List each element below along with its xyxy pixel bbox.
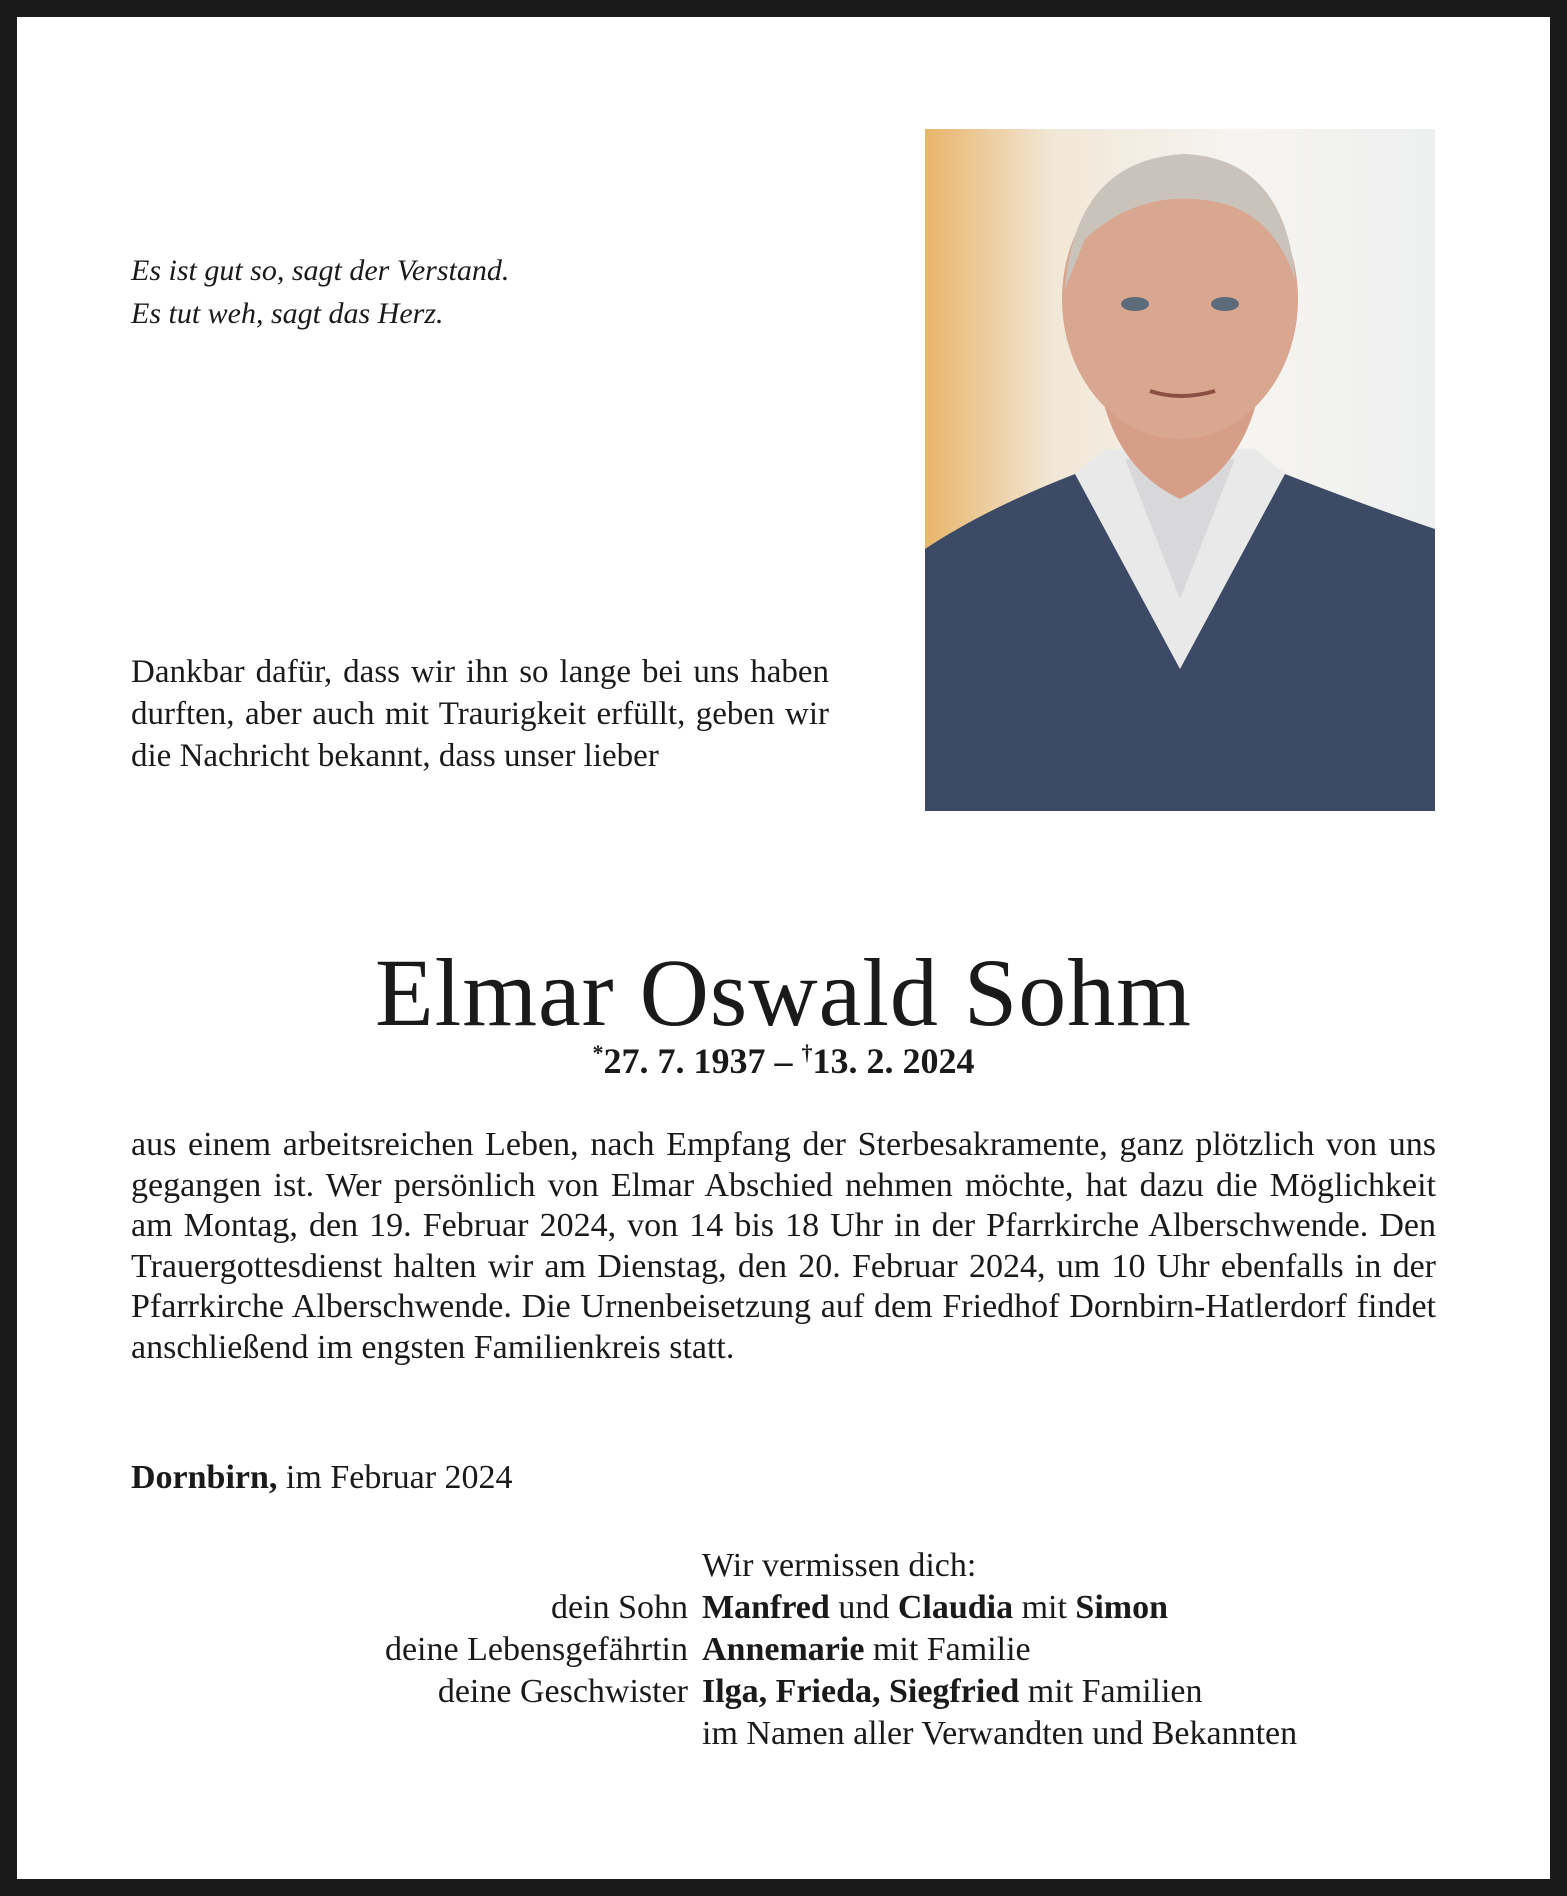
obituary-page — [17, 17, 1550, 1879]
connector: mit Familien — [1019, 1673, 1203, 1710]
family-heading: Wir vermissen dich: — [702, 1547, 977, 1584]
deceased-name: Elmar Oswald Sohm — [375, 939, 1192, 1046]
birth-symbol: * — [592, 1040, 604, 1065]
family-closing: im Namen aller Verwandten und Bekannten — [702, 1715, 1298, 1752]
place-city: Dornbirn, — [131, 1459, 278, 1496]
portrait-figure — [925, 129, 1435, 811]
family-row — [131, 1629, 1436, 1671]
connector: mit — [1013, 1589, 1076, 1626]
family-name: Claudia — [897, 1589, 1014, 1626]
birth-date: 27. 7. 1937 — [603, 1041, 766, 1081]
family-name: Ilga, Frieda, Siegfried — [702, 1673, 1020, 1710]
quote-line: Es ist gut so, sagt der Verstand. — [131, 254, 510, 287]
relation: dein Sohn — [551, 1589, 688, 1626]
family-name: Manfred — [702, 1589, 830, 1626]
quote — [131, 249, 509, 335]
relation: deine Geschwister — [437, 1673, 688, 1710]
intro-paragraph: Dankbar dafür, dass wir ihn so lange bei uns haben durften, aber auch mit Traurigkeit erfüllt, geben wir die Nachricht bekannt, dass unser lieber — [131, 654, 829, 774]
quote-line: Es tut weh, sagt das Herz. — [131, 297, 444, 330]
place-date — [131, 1459, 513, 1497]
family-section — [131, 1545, 1436, 1755]
life-dates — [17, 1040, 1550, 1082]
connector: und — [829, 1589, 898, 1626]
place-month: im Februar 2024 — [277, 1459, 513, 1496]
connector: mit Familie — [864, 1631, 1031, 1668]
family-row — [131, 1671, 1436, 1713]
body-paragraph: aus einem arbeitsreichen Leben, nach Empfang der Sterbesakramente, ganz plötzlich von uns gegangen ist. Wer persönlich von Elmar Abschied nehmen möchte, hat dazu die Möglichkeit am Montag, den 19. Februar 2024, von 14 bis 18 Uhr in der Pfarrkirche Alberschwende. Den Trauergottesdienst halten wir am Dienstag, den 20. Februar 2024, um 10 Uhr ebenfalls in der Pfarrkirche Alberschwende. Die Urnenbeisetzung auf dem Friedhof Dornbirn-Hatlerdorf findet anschließend im engsten Familienkreis statt. — [131, 1126, 1436, 1366]
family-row — [131, 1587, 1436, 1629]
family-name: Simon — [1075, 1589, 1169, 1626]
death-symbol: † — [801, 1040, 813, 1065]
death-date: 13. 2. 2024 — [812, 1041, 975, 1081]
dates-separator: – — [765, 1041, 802, 1081]
portrait-photo — [925, 129, 1435, 811]
family-name: Annemarie — [702, 1631, 865, 1668]
relation: deine Lebensgefährtin — [384, 1631, 688, 1668]
